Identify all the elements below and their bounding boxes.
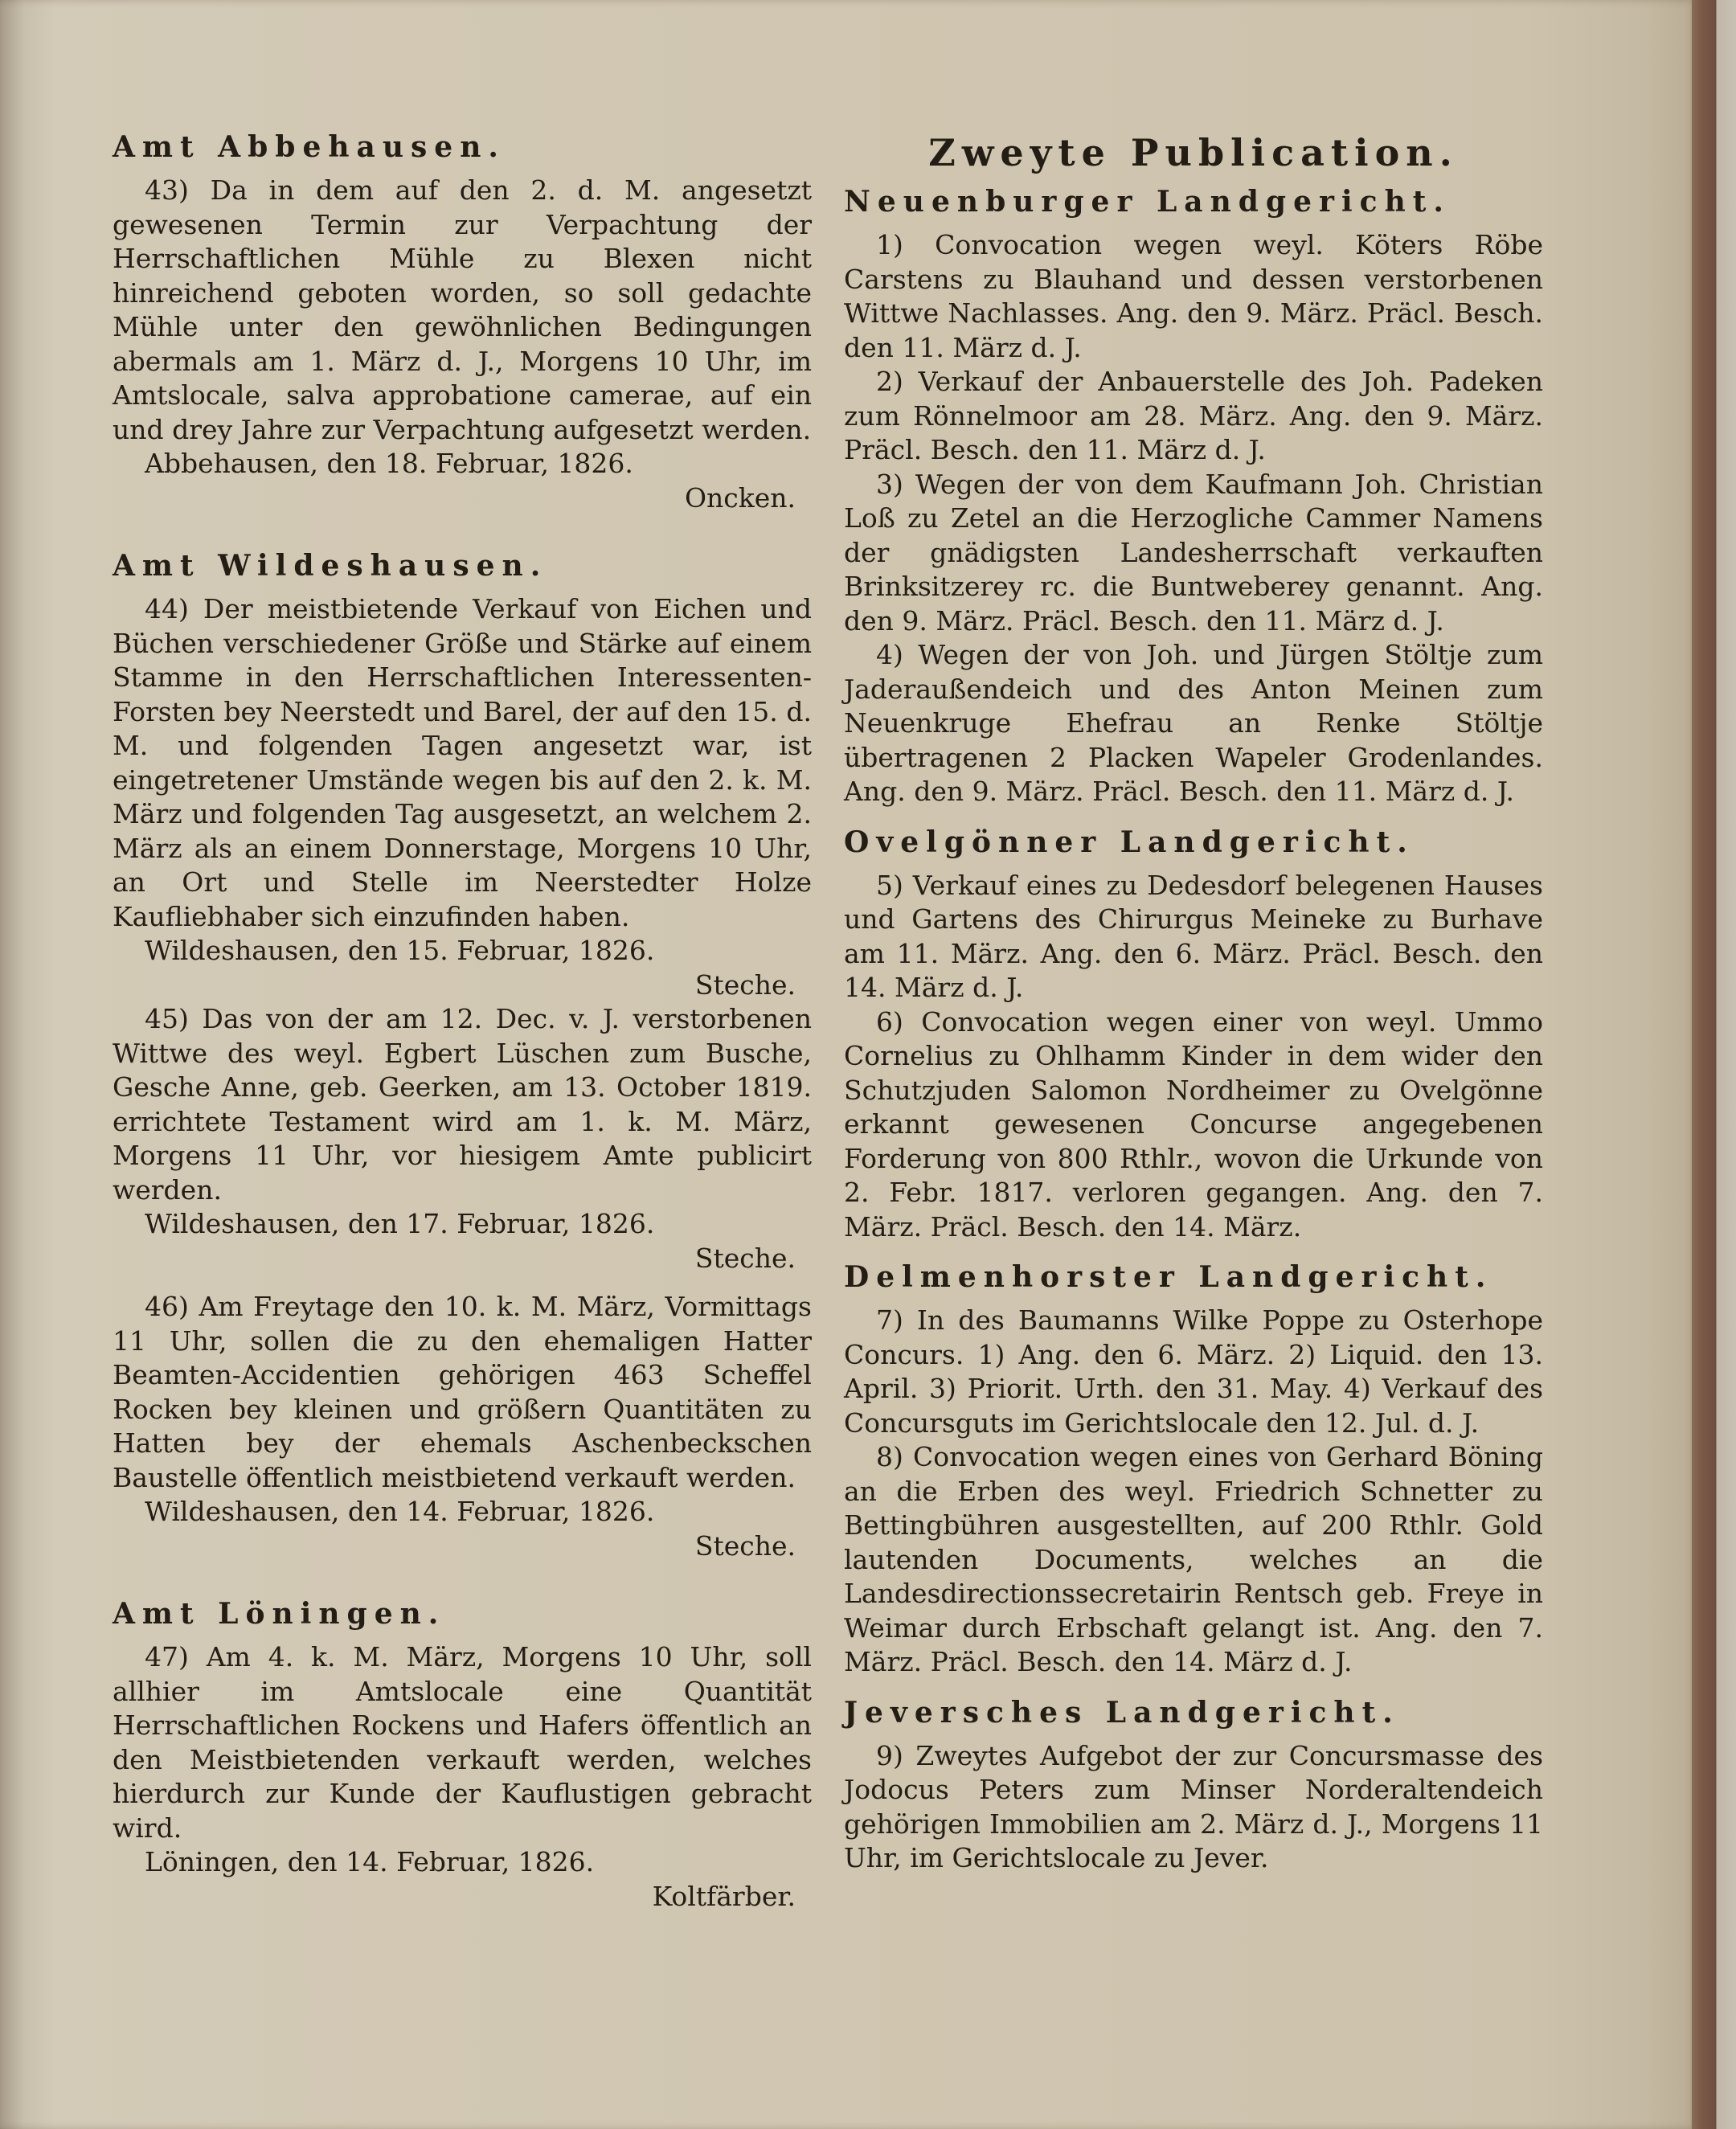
notice-signer: Steche. <box>694 1529 796 1562</box>
notice-place-date: Wildeshausen, den 15. Februar, 1826. <box>145 935 655 966</box>
notice-6: 6) Convocation wegen einer von weyl. Ummo Cornelius zu Ohlhamm Kinder in dem wider den Schutzjuden Salomon Nordheimer zu Ovelgönne erkannt gewesenen Concurse angegebenen Forderung von 800 Rthlr., wovon die Urkunde von 2. Febr. 1817. verloren gegangen. Ang. den 7. März. Präcl. Besch. den 14. März. <box>844 1005 1543 1243</box>
notice-signer: Steche. <box>694 968 796 1001</box>
notice-7: 7) In des Baumanns Wilke Poppe zu Osterhope Concurs. 1) Ang. den 6. März. 2) Liquid. den 13. April. 3) Priorit. Urth. den 31. May. 4) Verkauf des Concursguts im Gerichtslocale den 12. Jul. d. J. <box>844 1304 1543 1439</box>
notice-place-date: Wildeshausen, den 17. Februar, 1826. <box>145 1208 655 1239</box>
notice-46: 46) Am Freytage den 10. k. M. März, Vormittags 11 Uhr, sollen die zu den ehemaligen Hatter Beamten-Accidentien gehörigen 463 Scheffel Rocken bey kleinen und größern Quantitäten zu Hatten bey der ehemals Aschenbeckschen Baustelle öffentlich meistbietend verkauft werden. <box>113 1291 812 1493</box>
notice-2: 2) Verkauf der Anbauerstelle des Joh. Padeken zum Rönnelmoor am 28. März. Ang. den 9. März. Präcl. Besch. den 11. März d. J. <box>844 366 1543 465</box>
notice-8: 8) Convocation wegen eines von Gerhard Böning an die Erben des weyl. Friedrich Schnetter zu Bettingbühren ausgestellten, auf 200 Rthlr. Gold lautenden Documents, welches an die Landesdirectionssecretairin Rentsch geb. Freye in Weimar durch Erbschaft gelangt ist. Ang. den 7. März. Präcl. Besch. den 14. März d. J. <box>844 1441 1543 1677</box>
notice-signer: Oncken. <box>684 481 796 514</box>
notice-place-date: Abbehausen, den 18. Februar, 1826. <box>145 448 633 479</box>
notice-44: 44) Der meistbietende Verkauf von Eichen und Büchen verschiedener Größe und Stärke auf einem Stamme in den Herrschaftlichen Interessenten-Forsten bey Neerstedt und Barel, der auf den 15. d. M. und folgenden Tagen angesetzt war, ist eingetretener Umstände wegen bis auf den 2. k. M. März und folgenden Tag ausgesetzt, an welchem 2. März als an einem Donnerstage, Morgens 10 Uhr, an Ort und Stelle im Neerstedter Holze Kaufliebhaber sich einzufinden haben. <box>113 593 812 932</box>
notice-signer: Koltfärber. <box>652 1880 796 1912</box>
notice-47: 47) Am 4. k. M. März, Morgens 10 Uhr, soll allhier im Amtslocale eine Quantität Herrschaftlichen Rockens und Hafers öffentlich an den Meistbietenden verkauft werden, welches hierdurch zur Kunde der Kauflustigen gebracht wird. <box>113 1641 812 1844</box>
section-heading: Delmenhorster Landgericht. <box>844 1260 1493 1294</box>
notice-place-date: Löningen, den 14. Februar, 1826. <box>145 1846 595 1877</box>
notice-9: 9) Zweytes Aufgebot der zur Concursmasse des Jodocus Peters zum Minser Norderaltendeich gehörigen Immobilien am 2. März d. J., Morgens 11 Uhr, im Gerichtslocale zu Jever. <box>844 1739 1543 1873</box>
notice-place-date: Wildeshausen, den 14. Februar, 1826. <box>145 1496 655 1527</box>
notice-5: 5) Verkauf eines zu Dedesdorf belegenen Hauses und Gartens des Chirurgus Meineke zu Burhave am 11. März. Ang. den 6. März. Präcl. Besch. den 14. März d. J. <box>844 869 1543 1003</box>
notice-43: 43) Da in dem auf den 2. d. M. angesetzt gewesenen Termin zur Verpachtung der Herrschaftlichen Mühle zu Blexen nicht hinreichend geboten worden, so soll gedachte Mühle unter den gewöhnlichen Bedingungen abermals am 1. März d. J., Morgens 10 Uhr, im Amtslocale, salva approbatione camerae, auf ein und drey Jahre zur Verpachtung aufgesetzt werden. <box>113 174 812 445</box>
section-heading: Amt Abbehausen. <box>113 130 506 164</box>
section-heading: Jeversches Landgericht. <box>844 1695 1400 1730</box>
page-edge <box>1692 0 1736 2129</box>
section-heading: Neuenburger Landgericht. <box>844 185 1451 219</box>
publication-title: Zweyte Publication. <box>928 131 1459 174</box>
notice-4: 4) Wegen der von Joh. und Jürgen Stöltje zum Jaderaußendeich und des Anton Meinen zum Neuenkruge Ehefrau an Renke Stöltje übertragenen 2 Placken Wapeler Grodenlandes. Ang. den 9. März. Präcl. Besch. den 11. März d. J. <box>844 639 1543 807</box>
section-heading: Amt Wildeshausen. <box>113 549 548 583</box>
notice-3: 3) Wegen der von dem Kaufmann Joh. Christian Loß zu Zetel an die Herzogliche Cammer Namens der gnädigsten Landesherrschaft verkauften Brinksitzerey rc. die Buntweberey genannt. Ang. den 9. März. Präcl. Besch. den 11. März d. J. <box>844 468 1543 637</box>
notice-signer: Steche. <box>694 1242 796 1274</box>
notice-45: 45) Das von der am 12. Dec. v. J. verstorbenen Wittwe des weyl. Egbert Lüschen zum Busche, Gesche Anne, geb. Geerken, am 13. October 1819. errichtete Testament wird am 1. k. M. März, Morgens 11 Uhr, vor hiesigem Amte publicirt werden. <box>113 1003 812 1206</box>
right-column <box>844 129 1543 1876</box>
left-column <box>113 129 812 1914</box>
section-heading: Amt Löningen. <box>113 1597 446 1631</box>
section-heading: Ovelgönner Landgericht. <box>844 825 1415 859</box>
notice-1: 1) Convocation wegen weyl. Köters Röbe Carstens zu Blauhand und dessen verstorbenen Wittwe Nachlasses. Ang. den 9. März. Präcl. Besch. den 11. März d. J. <box>844 229 1543 363</box>
